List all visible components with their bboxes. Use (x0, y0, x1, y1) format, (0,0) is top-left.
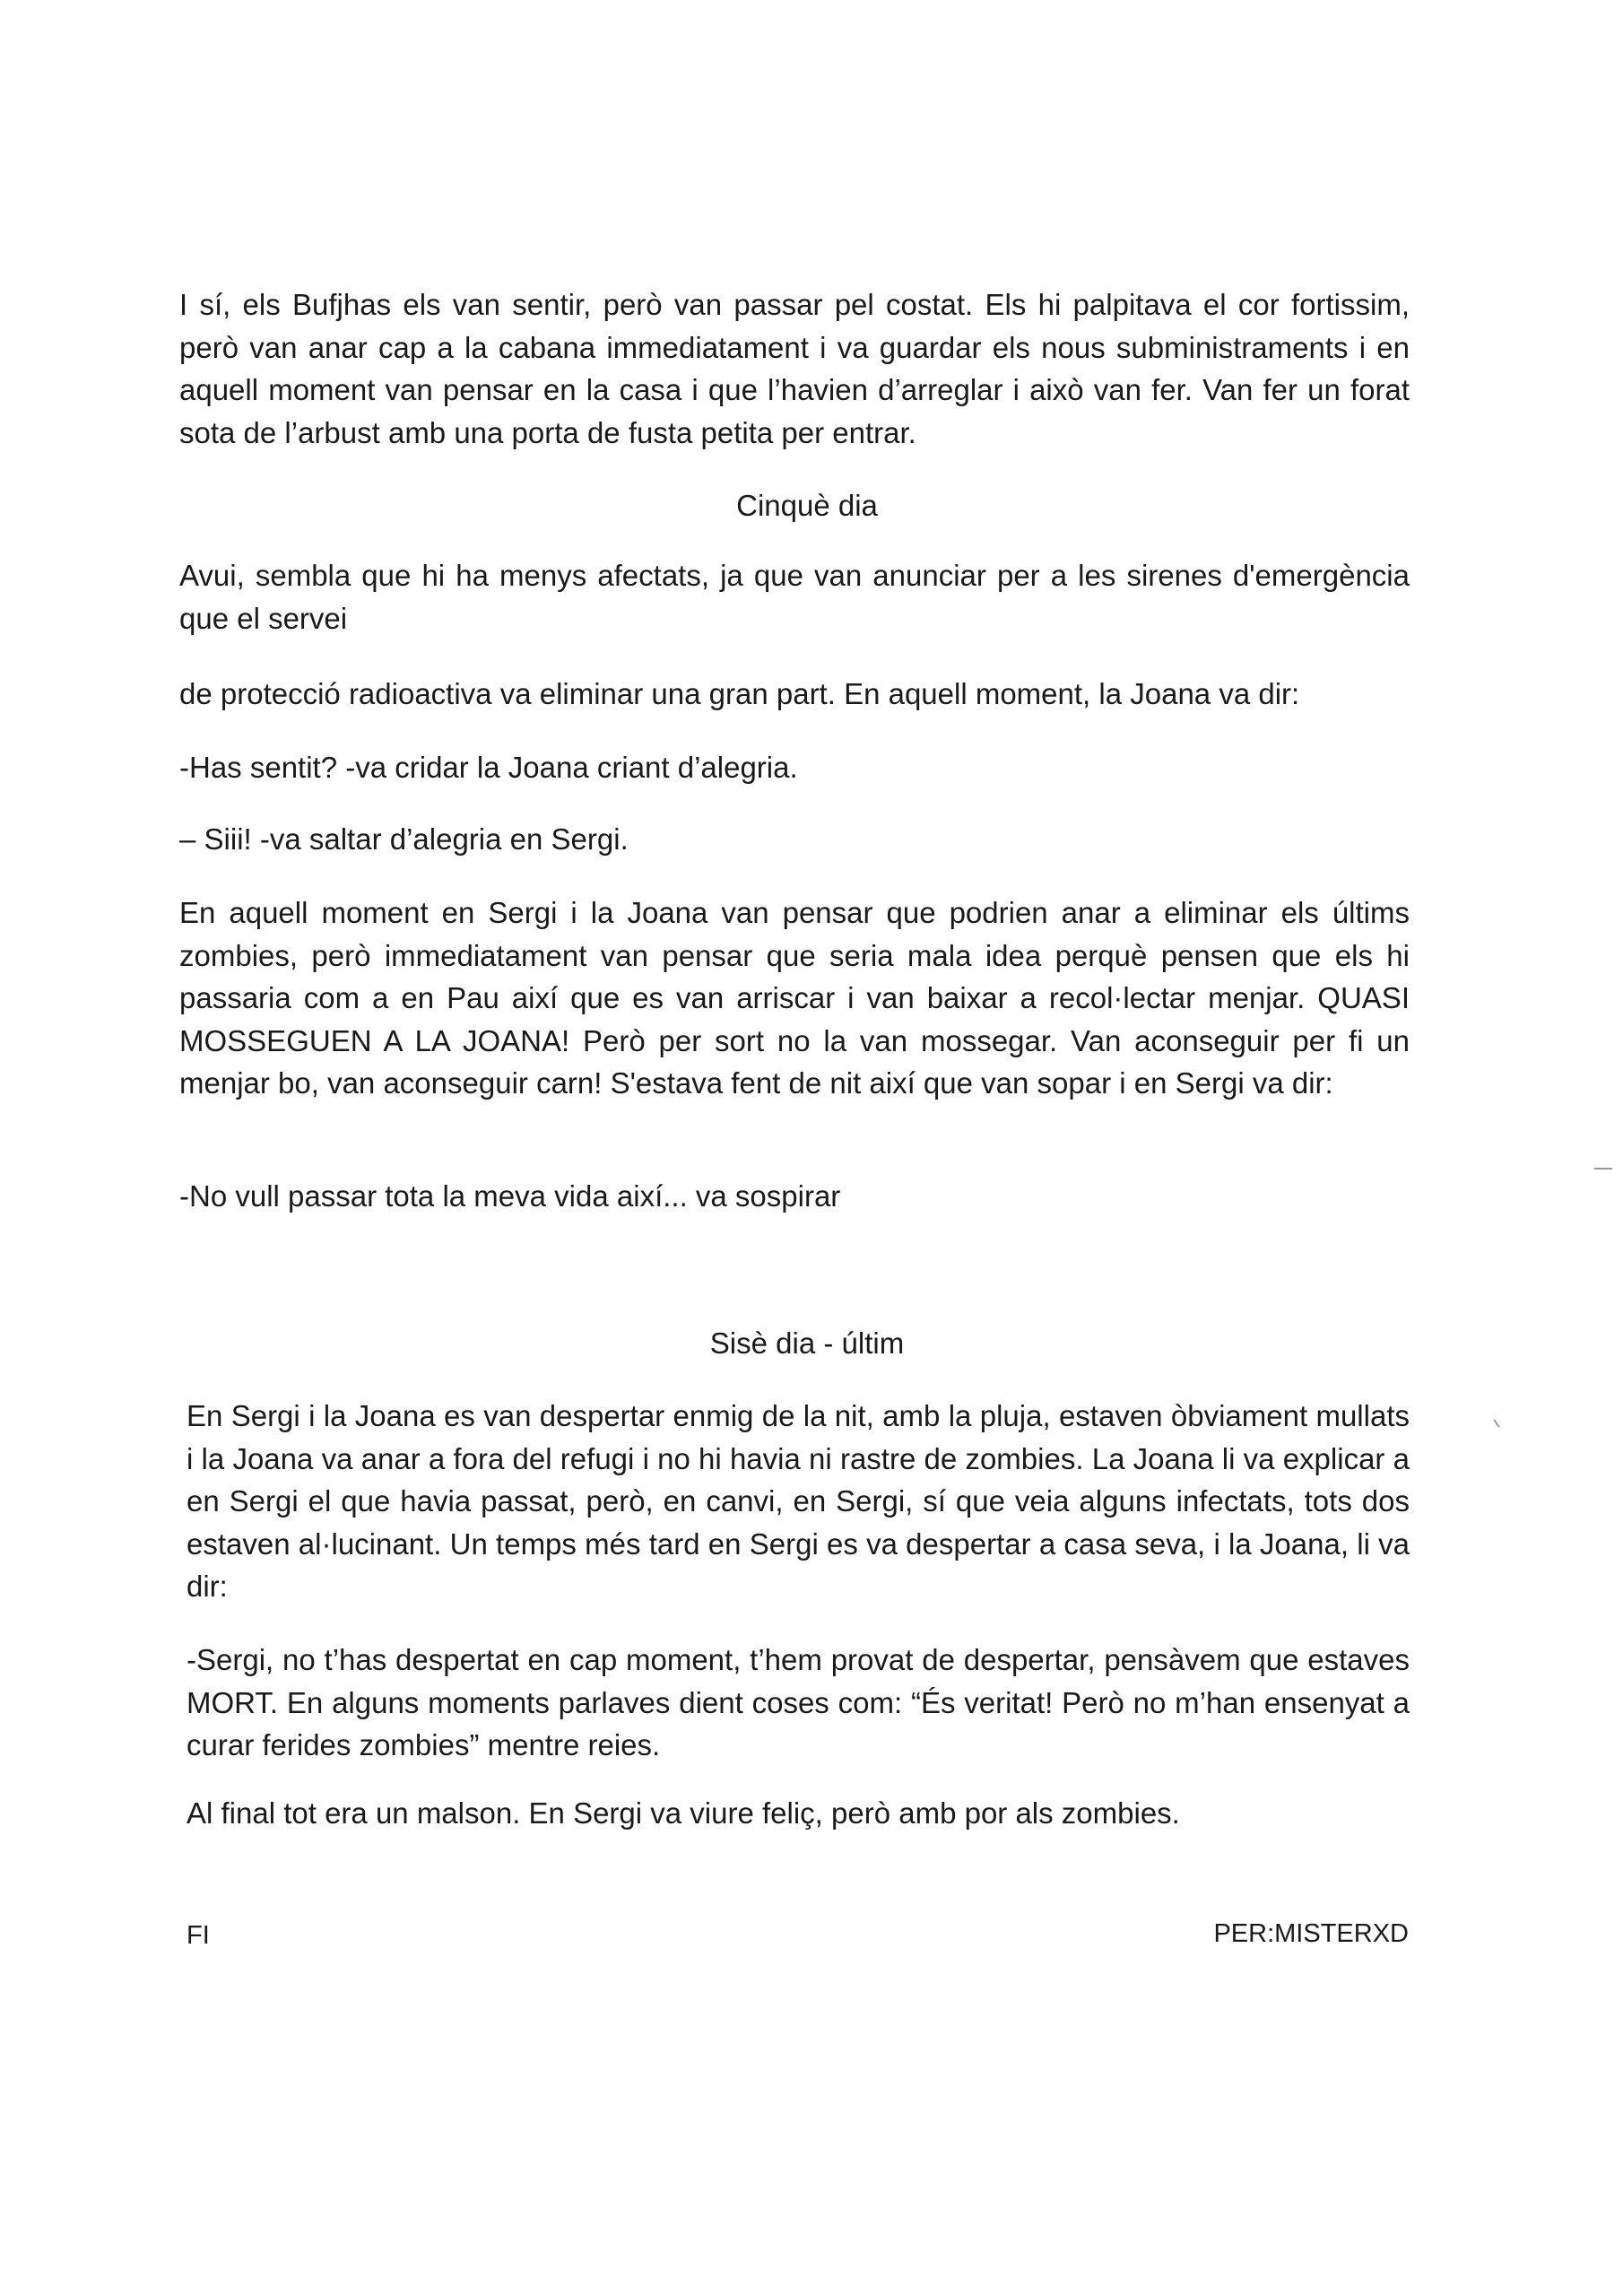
paragraph-radioactive-protection: de protecció radioactiva va eliminar una gran part. En aquell moment, la Joana va dir: (179, 677, 1300, 710)
paragraph-announcement: Avui, sembla que hi ha menys afectats, ja que van anunciar per a les sirenes d'emergència que el servei (179, 559, 1410, 635)
scan-artifact-dash (1594, 1168, 1612, 1170)
dialogue-line-sigh: -No vull passar tota la meva vida així... va sospirar (179, 1179, 841, 1213)
heading-fifth-day: Cinquè dia (736, 489, 878, 522)
heading-sixth-day: Sisè dia - últim (709, 1326, 905, 1360)
footer-author: PER:MISTERXD (1213, 1919, 1409, 1948)
scan-artifact-tick (1493, 1419, 1499, 1427)
paragraph-ending: Al final tot era un malson. En Sergi va viure feliç, però amb por als zombies. (187, 1796, 1180, 1830)
dialogue-line-joana: -Has sentit? -va cridar la Joana criant d’alegria. (179, 751, 798, 784)
paragraph-opening: I sí, els Bufjhas els van sentir, però van passar pel costat. Els hi palpitava el cor fortissim, però van anar cap a la cabana immediatament i va guardar els nous subministraments i en aquell moment van pensar en la casa i que l’havien d’arreglar i això van fer. Van fer un forat sota de l’arbust amb una porta de fusta petita per entrar. (179, 288, 1410, 449)
footer-end-mark: FI (187, 1921, 210, 1950)
paragraph-joana-speech: -Sergi, no t’has despertat en cap moment, t’hem provat de despertar, pensàvem que estaves MORT. En alguns moments parlaves dient coses com: “És veritat! Però no m’han ensenyat a curar ferides zombies” mentre reies. (187, 1643, 1410, 1761)
paragraph-awakening: En Sergi i la Joana es van despertar enmig de la nit, amb la pluja, estaven òbviament mullats i la Joana va anar a fora del refugi i no hi havia ni rastre de zombies. La Joana li va explicar a en Sergi el que havia passat, però, en canvi, en Sergi, sí que veia alguns infectats, tots dos estaven al·lucinant. Un temps més tard en Sergi es va despertar a casa seva, i la Joana, li va dir: (187, 1399, 1410, 1603)
dialogue-line-sergi: – Siii! -va saltar d’alegria en Sergi. (179, 822, 629, 856)
paragraph-food-search: En aquell moment en Sergi i la Joana van pensar que podrien anar a eliminar els últims zombies, però immediatament van pensar que seria mala idea perquè pensen que els hi passaria com a en Pau així que es van arriscar i van baixar a recol·lectar menjar. QUASI MOSSEGUEN A LA JOANA! Però per sort no la van mossegar. Van aconseguir per fi un menjar bo, van aconseguir carn! S'estava fent de nit així que van sopar i en Sergi va dir: (179, 896, 1410, 1100)
